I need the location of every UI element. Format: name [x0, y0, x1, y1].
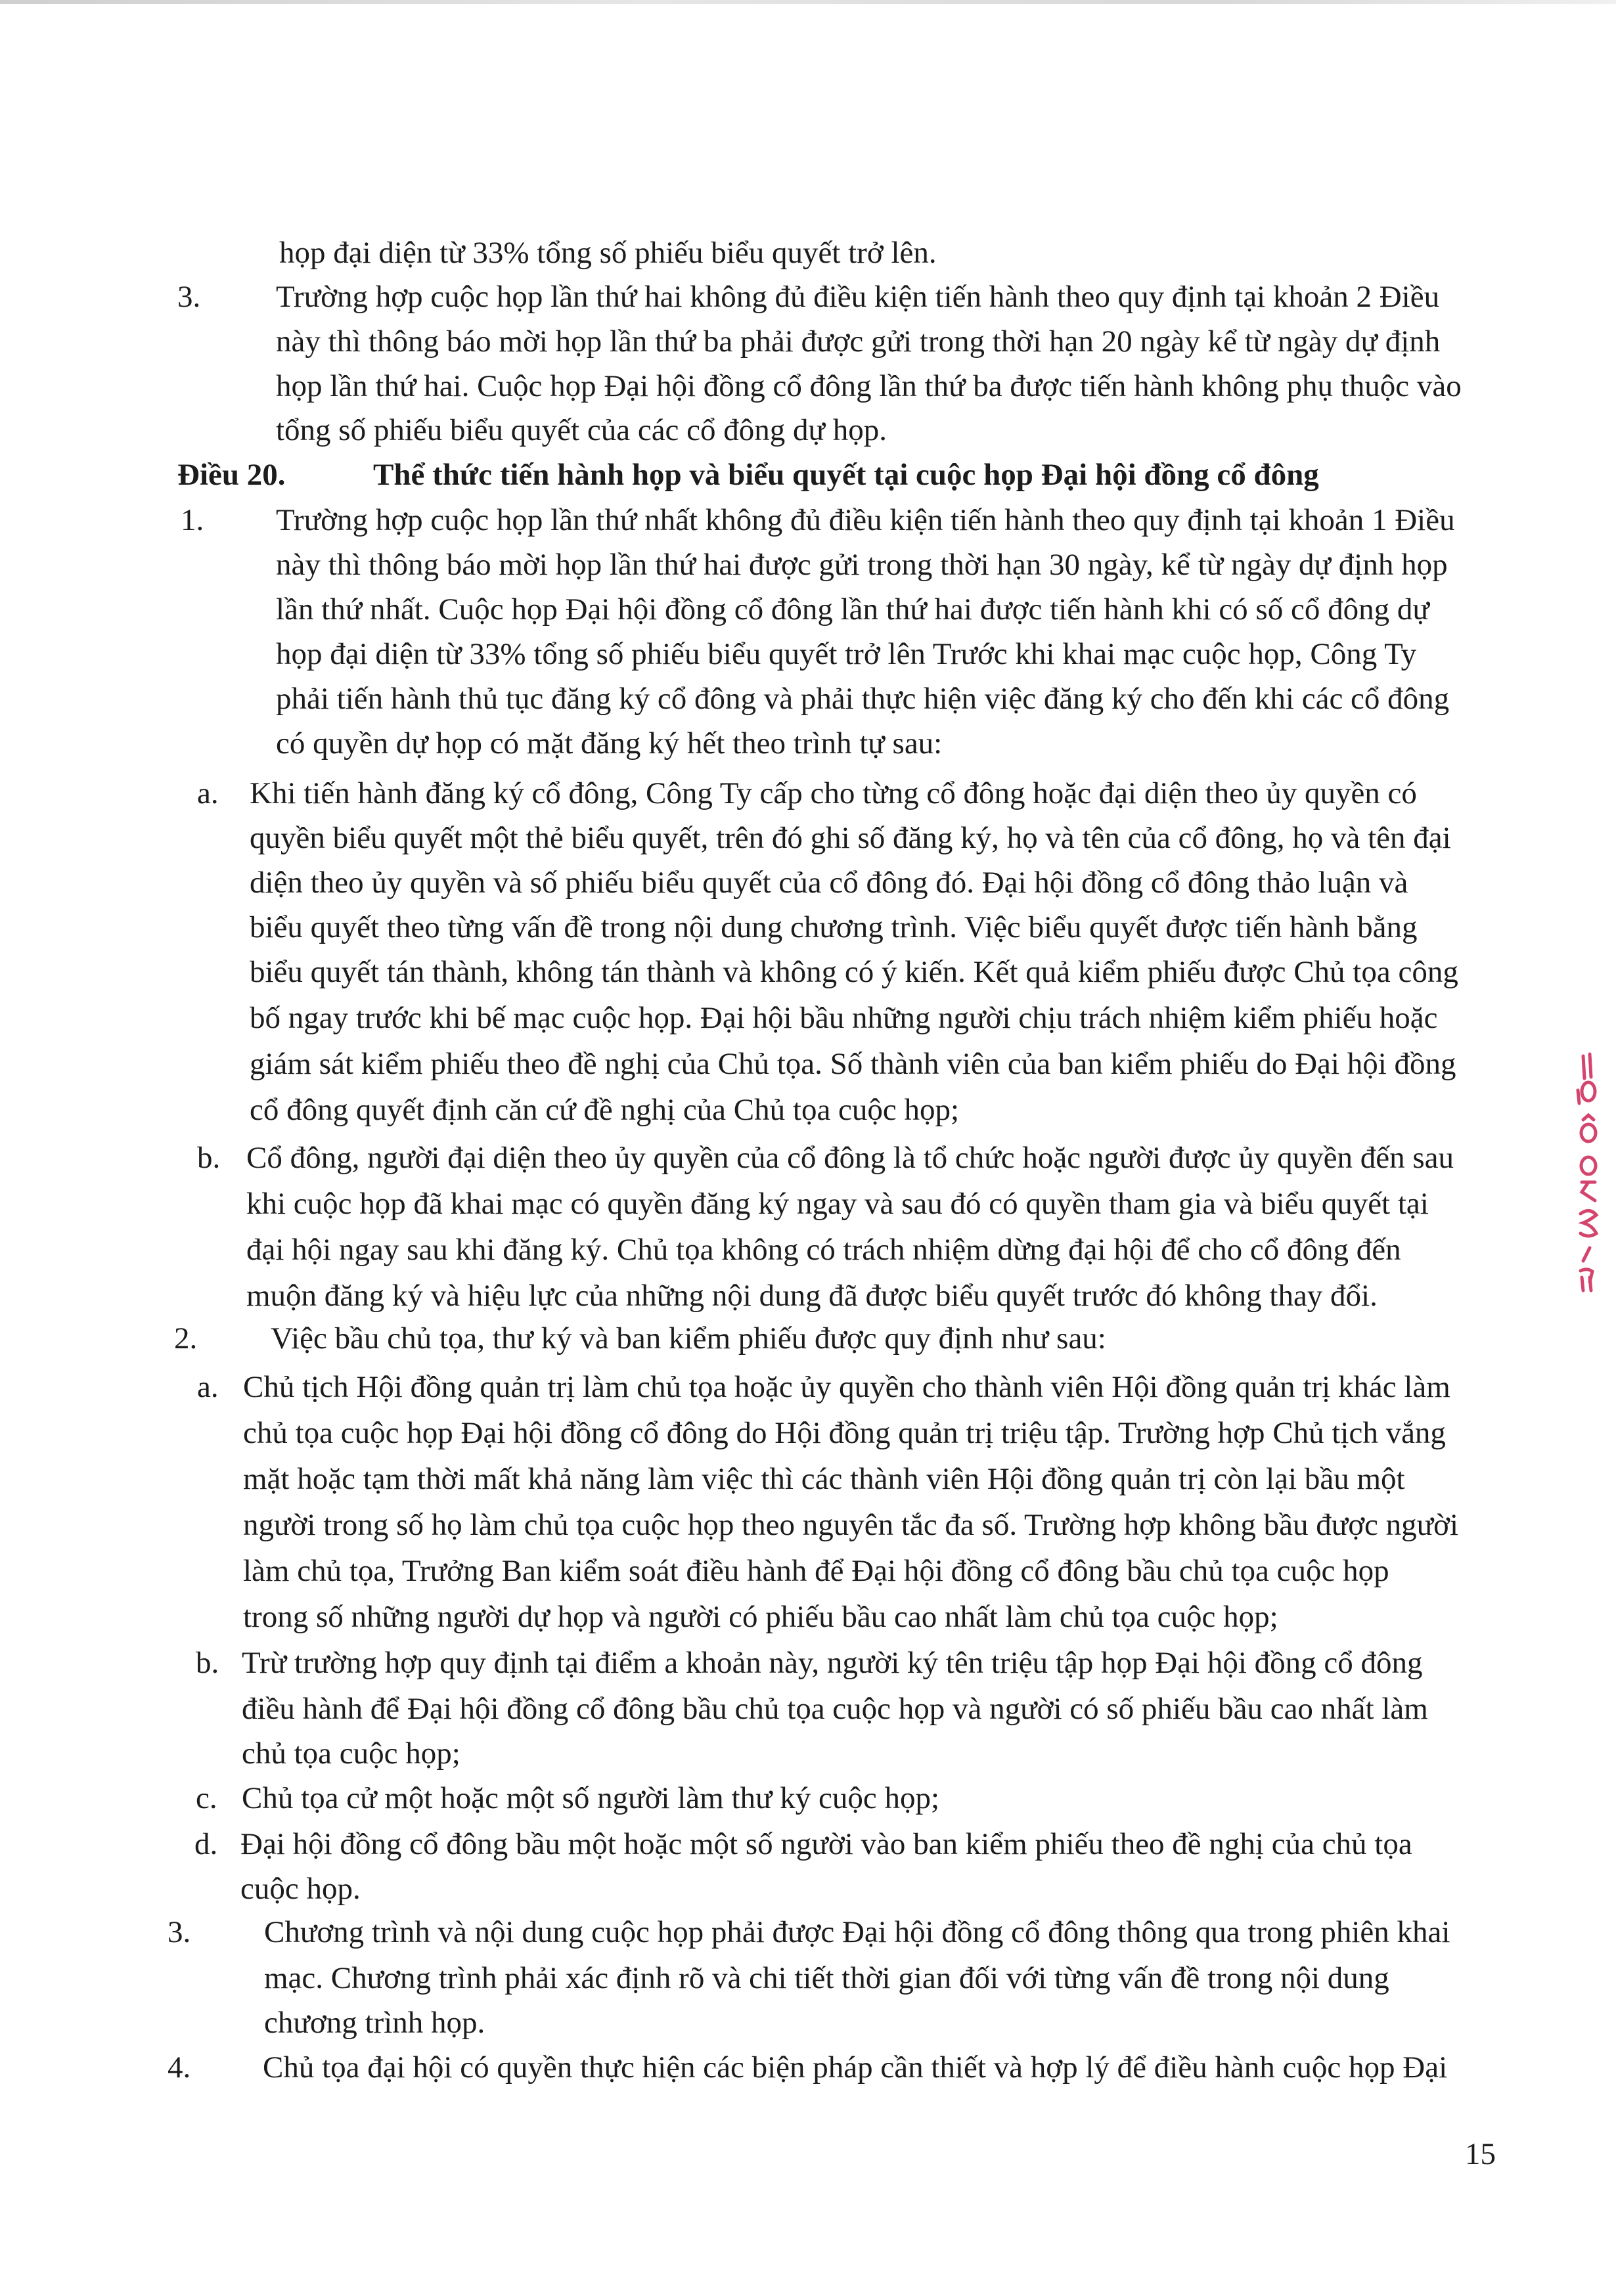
text-line: Trường hợp cuộc họp lần thứ hai không đủ điều kiện tiến hành theo quy định tại khoản 2 Điều [276, 280, 1440, 314]
text-line: điều hành để Đại hội đồng cổ đông bầu chủ tọa cuộc họp và người có số phiếu bầu cao nhất làm [242, 1692, 1428, 1726]
text-line: có quyền dự họp có mặt đăng ký hết theo trình tự sau: [276, 726, 943, 761]
article-heading: Thể thức tiến hành họp và biểu quyết tại cuộc họp Đại hội đồng cổ đông [373, 458, 1319, 492]
item-letter: a. [197, 1370, 219, 1404]
text-line: này thì thông báo mời họp lần thứ ba phải được gửi trong thời hạn 20 ngày kể từ ngày dự định [276, 324, 1441, 359]
text-line: Đại hội đồng cổ đông bầu một hoặc một số người vào ban kiểm phiếu theo đề nghị của chủ tọa [240, 1827, 1412, 1861]
text-line: Trường hợp cuộc họp lần thứ nhất không đủ điều kiện tiến hành theo quy định tại khoản 1 Điều [276, 503, 1455, 537]
text-line: chương trình họp. [264, 2006, 485, 2040]
item-letter: d. [194, 1827, 218, 1861]
text-line: Trừ trường hợp quy định tại điểm a khoản này, người ký tên triệu tập họp Đại hội đồng cổ đông [242, 1646, 1423, 1680]
text-line: muộn đăng ký và hiệu lực của những nội dung đã được biểu quyết trước đó không thay đổi. [246, 1279, 1378, 1313]
text-line: họp đại diện từ 33% tổng số phiếu biểu quyết trở lên. [279, 236, 937, 270]
page-number: 15 [1465, 2137, 1496, 2171]
text-line: mặt hoặc tạm thời mất khả năng làm việc thì các thành viên Hội đồng quản trị còn lại bầu một [243, 1462, 1405, 1496]
text-line: quyền biểu quyết một thẻ biểu quyết, trên đó ghi số đăng ký, họ và tên của cổ đông, họ và tên đại [250, 821, 1451, 855]
text-line: đại hội ngay sau khi đăng ký. Chủ tọa không có trách nhiệm dừng đại hội để cho cổ đông đến [246, 1233, 1401, 1267]
clause-number: 3. [177, 280, 201, 314]
text-line: biểu quyết tán thành, không tán thành và không có ý kiến. Kết quả kiểm phiếu được Chủ tọa công [250, 955, 1458, 989]
clause-number: 2. [174, 1321, 198, 1356]
text-line: chủ tọa cuộc họp; [242, 1736, 460, 1771]
text-line: diện theo ủy quyền và số phiếu biểu quyết của cổ đông đó. Đại hội đồng cổ đông thảo luận và [250, 866, 1408, 900]
text-line: trong số những người dự họp và người có phiếu bầu cao nhất làm chủ tọa cuộc họp; [243, 1600, 1278, 1634]
text-line: họp đại diện từ 33% tổng số phiếu biểu quyết trở lên Trước khi khai mạc cuộc họp, Công Ty [276, 637, 1417, 671]
text-line: phải tiến hành thủ tục đăng ký cổ đông và phải thực hiện việc đăng ký cho đến khi các cổ đông [276, 682, 1450, 716]
clause-number: 3. [168, 1915, 191, 1949]
text-line: mạc. Chương trình phải xác định rõ và chi tiết thời gian đối với từng vấn đề trong nội dung [264, 1961, 1389, 1995]
text-line: làm chủ tọa, Trưởng Ban kiểm soát điều hành để Đại hội đồng cổ đông bầu chủ tọa cuộc họp [243, 1554, 1389, 1588]
text-line: Cổ đông, người đại diện theo ủy quyền của cổ đông là tổ chức hoặc người được ủy quyền đến sau [246, 1141, 1454, 1175]
text-line: giám sát kiểm phiếu theo đề nghị của Chủ tọa. Số thành viên của ban kiểm phiếu do Đại hội đồng [250, 1047, 1456, 1081]
text-line: cuộc họp. [240, 1872, 361, 1906]
text-line: Chủ tịch Hội đồng quản trị làm chủ tọa hoặc ủy quyền cho thành viên Hội đồng quản trị khác làm [243, 1370, 1450, 1404]
text-line: chủ tọa cuộc họp Đại hội đồng cổ đông do Hội đồng quản trị triệu tập. Trường hợp Chủ tịch vắng [243, 1416, 1446, 1450]
text-line: Chương trình và nội dung cuộc họp phải được Đại hội đồng cổ đông thông qua trong phiên khai [264, 1915, 1450, 1949]
item-letter: a. [197, 776, 219, 810]
text-line: người trong số họ làm chủ tọa cuộc họp theo nguyên tắc đa số. Trường hợp không bầu được người [243, 1508, 1459, 1542]
text-line: lần thứ nhất. Cuộc họp Đại hội đồng cổ đông lần thứ hai được tiến hành khi có số cổ đông dự [276, 592, 1429, 627]
text-line: Chủ tọa đại hội có quyền thực hiện các biện pháp cần thiết và hợp lý để điều hành cuộc họp Đại [263, 2050, 1448, 2085]
clause-number: 1. [181, 503, 204, 537]
text-line: này thì thông báo mời họp lần thứ hai được gửi trong thời hạn 30 ngày, kể từ ngày dự định họp [276, 548, 1448, 582]
item-letter: b. [197, 1141, 221, 1175]
text-line: cổ đông quyết định căn cứ đề nghị của Chủ tọa cuộc họp; [250, 1093, 960, 1127]
clause-number: 4. [168, 2050, 191, 2085]
text-line: Khi tiến hành đăng ký cổ đông, Công Ty cấp cho từng cổ đông hoặc đại diện theo ủy quyền có [250, 776, 1417, 810]
text-line: khi cuộc họp đã khai mạc có quyền đăng ký ngay và sau đó có quyền tham gia và biểu quyết tại [246, 1187, 1429, 1221]
item-letter: c. [196, 1781, 217, 1815]
item-letter: b. [196, 1646, 219, 1680]
article-number: Điều 20. [177, 458, 286, 492]
text-line: biểu quyết theo từng vấn đề trong nội dung chương trình. Việc biểu quyết được tiến hành bằng [250, 910, 1418, 944]
text-line: bố ngay trước khi bế mạc cuộc họp. Đại hội bầu những người chịu trách nhiệm kiểm phiếu hoặc [250, 1001, 1438, 1035]
text-line: tổng số phiếu biểu quyết của các cổ đông dự họp. [276, 413, 887, 447]
text-line: Việc bầu chủ tọa, thư ký và ban kiểm phiếu được quy định như sau: [271, 1321, 1106, 1356]
red-stamp-mark [1563, 1051, 1609, 1294]
text-line: họp lần thứ hai. Cuộc họp Đại hội đồng cổ đông lần thứ ba được tiến hành không phụ thuộc vào [276, 369, 1462, 403]
text-line: Chủ tọa cử một hoặc một số người làm thư ký cuộc họp; [242, 1781, 940, 1815]
